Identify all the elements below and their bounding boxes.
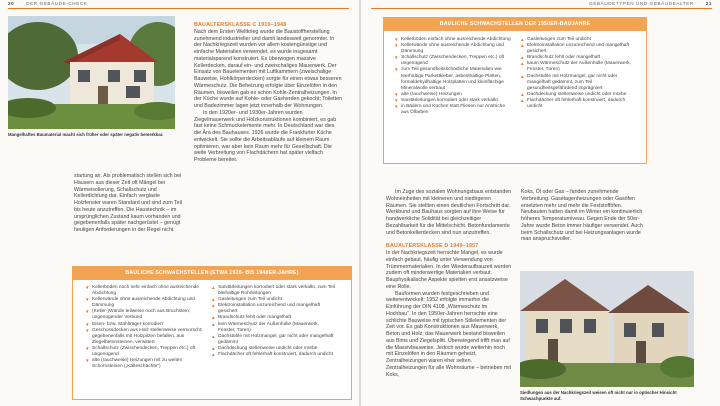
list-item: ▲ Dachdeckung stellenweise undicht oder mürbe bbox=[211, 346, 337, 352]
paragraph: Im Zuge des sozialen Wohnungsbaus entstanden Wohneinheiten mit kleineren und niedrigeren Räumen. Sie stellten einen deutlichen Fortschritt dar. Werkbund und Bauhaus sorgten auf ihre Weise für handwerkliche Solidität bei gleichzeitiger Bezahlbarkeit für die Mittelschicht. Betonfundamente und Betonkellerdecken sind nun anzutreffen. bbox=[386, 189, 512, 236]
left-text-column-2 bbox=[194, 22, 342, 164]
weak-points-box-1920 bbox=[72, 266, 352, 400]
list-item: ▼ Sanitärleitungen korrodiert oder stark verkalkt bbox=[394, 98, 512, 104]
photo-caption-bottom-right: Siedlungen aus der Nachkriegszeit weisen oft nicht nur in optischer Hinsicht Schwachpunkte auf. bbox=[520, 390, 677, 401]
list-item: ▼ Eisen- bzw. Stahlträger korrodiert bbox=[85, 322, 203, 328]
right-text-column-2 bbox=[521, 189, 645, 243]
list-item: ▲ Brandschutz fehlt oder mangelhaft bbox=[211, 315, 337, 321]
list-item: ▼ Kellerböden einfach ohne ausreichende Abdichtung bbox=[394, 37, 512, 43]
list-item: ▲ kein Wärmeschutz der Außenhülle (Mauerwerk, Fenster, Türen) bbox=[211, 322, 337, 334]
box-title: BAULICHE SCHWACHSTELLEN (ETWA 1920- BIS 1948ER-JAHRE) bbox=[72, 266, 352, 280]
right-text-column-1 bbox=[386, 189, 512, 378]
list-item: ▲ Dachdeckung stellenweise undicht oder mürbe bbox=[520, 92, 636, 98]
list-item: ▲ Elektroinstallation unzureichend und mangelhaft gesichert bbox=[211, 303, 337, 315]
right-page-number: 21 bbox=[705, 1, 712, 6]
photo-caption-top-left: Mangelhaftes Baumaterial macht sich früher oder später negativ bemerkbar. bbox=[8, 132, 164, 137]
list-item: ▲ Flachdächer oft fehlerhaft konstruiert, dadurch undicht bbox=[211, 352, 337, 358]
list-item: ▼ Schallschutz (Zwischendecken, Treppen etc.) oft ungenügend bbox=[85, 346, 203, 358]
list-item: ▼ (Keller-)Wände teilweise noch aus Bruchstein; ungenügender Verbund bbox=[85, 309, 203, 321]
list-item: ▼ Kellerwände ohne ausreichende Abdichtung und Dämmung bbox=[85, 297, 203, 309]
right-header-rule bbox=[371, 8, 712, 9]
list-item: ▼ Kellerböden noch sehr einfach ohne ausreichende Abdichtung bbox=[85, 285, 203, 297]
list-item: ▼ Schallschutz (Zwischendecken, Treppen etc.) oft ungenügend bbox=[394, 55, 512, 67]
paragraph: startung an. Als problematisch stellen sich bei Häusern aus dieser Zeit oft Mängel bei Wärmeisolierung, Schallschutz und Kellerdichtung dar. Einfach verglaste Holzfenster waren Standard und sind zum Teil bis heute anzutreffen. Die Haustechnik – im ursprünglichen Zustand kaum vorhanden und gegebenenfalls später nachgerüstet – genügt heutigen Anforderungen in der Regel nicht. bbox=[74, 173, 182, 233]
left-text-column-1 bbox=[74, 173, 184, 234]
left-page-number: 20 bbox=[8, 1, 15, 6]
paragraph: Nach dem Ersten Weltkrieg wurde die Baustoffherstellung zunehmend industrieller und damit landesweit genormter. In der Nachkriegszeit wurden vor allem kostengünstige und einfache Materialien verwendet, es wurde insgesamt materialsparend konstruiert. Es überwogen massive Kellerdecken, darauf ein- und zweischaliges Mauerwerk. Der Einsatz von Bauelementen mit Luftkammern (zweischalige Bauweise, Hohlkörperdecken) sorgte für einen etwas besseren Wärmeschutz. Die Beheizung erfolgte über Einzelöfen in den Räumen, bisweilen gab es schon Kohle-Zentralheizungen. In der Küche wurde auf Kohle- oder Gasherden gekocht; Toiletten und Badezimmer lagen jetzt innerhalb der Wohnungen. bbox=[194, 28, 343, 109]
list-item: ▼ in Bädern und Küchen statt Fliesen nur Anstriche aus Ölfarben bbox=[394, 104, 512, 116]
list-item: ▼ Geschossdecken aus Holz stellenweise vermorscht; gegebenenfalls mit Holzpilzen befallen, aus Ziegelbetonsteinen, verwittert bbox=[85, 328, 203, 346]
list-item: ▲ Gasleitungen zum Teil undicht bbox=[520, 37, 636, 43]
weak-points-box-1950 bbox=[383, 17, 647, 164]
negatives-list bbox=[394, 37, 512, 116]
left-section-title: DER GEBÄUDE-CHECK bbox=[26, 1, 88, 6]
list-item: ▲ Brandschutz fehlt oder mangelhaft bbox=[520, 55, 636, 61]
list-item: ▲ Gasleitungen zum Teil undicht bbox=[211, 297, 337, 303]
list-item: ▲ Dachstühle mit Holzmangel, gar nicht oder mangelhaft gedämmt bbox=[211, 334, 337, 346]
list-item: ▲ Flachdächer oft fehlerhaft konstruiert, dadurch undicht bbox=[520, 98, 636, 110]
page-gutter bbox=[359, 0, 361, 406]
list-item: ▲ Sanitärleitungen korrodiert oder stark verkalkt, zum Teil bleihaltige Rohrleitungen bbox=[211, 285, 337, 297]
red-roof-house-photo bbox=[8, 16, 175, 129]
paragraph: In den 1920er- und 1930er-Jahren wurden Ziegelmauerwerk und Holzkonstruktionen kombiniert, es gab fast keine Schmuckelemente mehr. In Deutschland war dies die Ära des Bauhauses. 1926 wurde die Frankfurter Küche entwickelt. Sie sollte die Arbeitsabläufe auf kleinem Raum optimieren, war aber kein Raum mehr für Gesellschaft. Die weite Verbreitung von Flachdächern hat später vielfach Probleme bereitet. bbox=[194, 109, 337, 163]
right-running-head bbox=[589, 1, 712, 6]
paragraph: Bauformen wurden festgeschrieben und weiterentwickelt: 1952 erfolgte immerhin die Einführung der DIN 4108 „Wärmeschutz im Hochbau". In den 1950er-Jahren herrschte eine schlichte Bauweise mit typischen Stilelementen der Zeit vor. Es gab Konstruktionen aus Mauerwerk, Beton und Holz; das Mauerwerk bestand bisweilen aus Bims und Ziegelsplitt. Überwiegend trifft man auf die Massivbauweise. Jedoch wurde weiterhin noch mit Einzelöfen in den Räumen geheizt, Zentralheizungen waren eher selten. Zentralheizungen für alle Wohnräume – betrieben mit Koks, bbox=[386, 290, 512, 378]
negatives-list bbox=[85, 285, 203, 370]
left-running-head bbox=[8, 1, 87, 6]
right-section-title: GEBÄUDETYPEN UND GEBÄUDEALTER bbox=[589, 1, 694, 6]
list-item: ▼ alte (rauchweise) Heizungen mit zu weiten Schornsteinen („Kälteschächte") bbox=[85, 358, 203, 370]
semi-detached-houses-photo bbox=[520, 271, 694, 387]
positives-list bbox=[520, 37, 636, 110]
section-heading-1919: BAUALTERSKLASSE C 1919–1948 bbox=[194, 22, 287, 28]
paragraph: In der Nachkriegszeit herrschte Mangel, es wurde einfach gebaut, häufig unter Verwendung von Trümmermaterialien. In der Wiederaufbauzeit wurden zudem oft minderwertige Materialien verbaut. Bauphysikalische Aspekte spielten erst ansatzweise eine Rolle. bbox=[386, 250, 512, 290]
list-item: ▼ Kellerwände ohne ausreichende Abdichtung und Dämmung bbox=[394, 43, 512, 55]
list-item: ▼ alte (rauchweise) Heizungen bbox=[394, 92, 512, 98]
positives-list bbox=[211, 285, 337, 358]
left-header-rule bbox=[8, 8, 349, 9]
section-heading-1949: BAUALTERSKLASSE D 1949–1957 bbox=[386, 243, 479, 250]
list-item: ▲ Dachstühle mit Holzmangel, gar nicht oder mangelhaft gedämmt, zum Teil gesundheitsgefährdend imprägniert bbox=[520, 74, 636, 92]
list-item: ▼ zum Teil gesundheitsschädliche Materialien wie teerhaltige Parkettkleber, asbesthaltige Platten, formaldehydhaltige Holzplatten und kleinflächige Mineralwolle verbaut bbox=[394, 67, 512, 91]
paragraph: Koks, Öl oder Gas – fanden zunehmende Verbreitung. Gasetagenheizungen oder Gasöfen ersetzten mehr und mehr die Feststofföfen. Neubauten hatten damit im Winter ein kontinuierlich höheres Temperaturniveau. Gegen Ende der 50er-Jahre wurde Beton immer häufiger verwendet. Auch beim Schallschutz und bei Heizungsanlagen wurde man anspruchsvoller. bbox=[521, 189, 643, 243]
box-title: BAULICHE SCHWACHSTELLEN DER 1950ER-BAUJAHRE bbox=[383, 17, 647, 31]
list-item: ▲ Elektroinstallation unzureichend und mangelhaft gesichert bbox=[520, 43, 636, 55]
list-item: ▲ kaum Wärmeschutz der Außenhülle (Mauerwerk, Fenster, Türen) bbox=[520, 61, 636, 73]
